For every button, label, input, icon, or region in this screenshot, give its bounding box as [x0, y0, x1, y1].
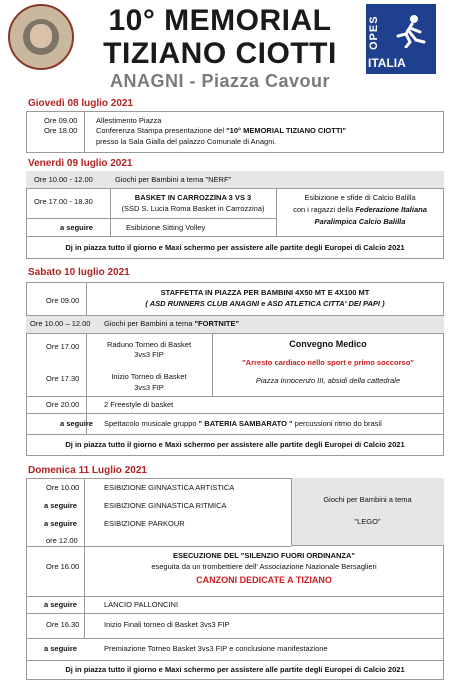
day2-time-1: Ore 10.00 - 12.00	[34, 175, 93, 184]
day1-label: Giovedì 08 luglio 2021	[28, 98, 134, 109]
day3-time-6: a seguire	[60, 419, 93, 428]
day3-time-4: Ore 17.30	[46, 374, 80, 383]
day3-event-1: STAFFETTA IN PIAZZA PER BAMBINI 4X50 MT E 4X100 MT	[160, 288, 370, 297]
day1-event-2: Conferenza Stampa presentazione del "10° MEMORIAL TIZIANO CIOTTI"	[96, 126, 347, 135]
day4-time-7: Ore 16.30	[46, 620, 80, 629]
event-title-line2: TIZIANO CIOTTI	[103, 37, 337, 70]
event-location: ANAGNI - Piazza Cavour	[109, 71, 331, 91]
day3-event-3: Raduno Torneo di Basket	[106, 340, 192, 349]
day3-event-4: Inizio Torneo di Basket	[111, 372, 187, 381]
day4-event-5: ESECUZIONE DEL "SILENZIO FUORI ORDINANZA"	[173, 551, 355, 560]
day1-event-1: Allestimento Piazza	[96, 116, 162, 125]
day4-time-2: a seguire	[44, 501, 77, 510]
day4-time-1: Ore 10.00	[46, 483, 80, 492]
day4-time-3: a seguire	[44, 519, 77, 528]
day4-time-5: Ore 16.00	[46, 562, 80, 571]
day2-balilla-3: Paralimpica Calcio Balilla	[314, 217, 406, 226]
day3-event-4-format: 3vs3 FIP	[134, 383, 164, 392]
day4-lego-text: Giochi per Bambini a tema	[323, 495, 412, 504]
runner-icon	[392, 14, 428, 48]
day3-event-5: 2 Freestyle di basket	[104, 400, 174, 409]
day4-lego-theme: "LEGO"	[354, 517, 381, 526]
day4-event-5-detail: eseguita da un trombettiere dell' Associazione Nazionale Bersaglieri	[151, 562, 377, 571]
day4-label: Domenica 11 Luglio 2021	[28, 465, 147, 476]
day3-event-3-format: 3vs3 FIP	[134, 350, 164, 359]
day2-balilla-1: Esibizione e sfide di Calcio Balilla	[304, 193, 416, 202]
day3-time-3: Ore 17.00	[46, 342, 80, 351]
day3-time-5: Ore 20.00	[46, 400, 80, 409]
opes-italia-logo	[366, 4, 436, 74]
opes-logo-text: OPES	[368, 15, 380, 50]
day4-event-7: Inizio Finali torneo di Basket 3vs3 FIP	[104, 620, 230, 629]
day1-event-2-place: presso la Sala Gialla del palazzo Comunale di Anagni.	[96, 137, 277, 146]
day3-conference-place: Piazza Innocenzo III, absidi della cattedrale	[255, 376, 401, 385]
day1-time-2: Ore 18.00	[44, 126, 78, 135]
day2-time-2: Ore 17.00 - 18.30	[34, 197, 93, 206]
event-title-line1: 10° MEMORIAL	[108, 4, 332, 37]
day3-footer: Dj in piazza tutto il giorno e Maxi schermo per assistere alle partite degli Europei di Calcio 2021	[65, 440, 405, 449]
day4-event-2: ESIBIZIONE GINNASTICA RITMICA	[104, 501, 227, 510]
day2-event-3: Esibizione Sitting Volley	[126, 223, 206, 232]
day3-conference-topic: "Arresto cardiaco nello sport e primo soccorso"	[242, 358, 414, 367]
day3-event-2: Giochi per Bambini a tema "FORTNITE"	[104, 319, 240, 328]
day2-event-2-club: (SSD S. Lucia Roma Basket in Carrozzina)	[121, 204, 265, 213]
day3-time-1: Ore 09.00	[46, 296, 80, 305]
portrait-face	[30, 24, 52, 48]
day4-time-8: a seguire	[44, 644, 77, 653]
day4-event-3: ESIBIZIONE PARKOUR	[104, 519, 185, 528]
day2-time-3: a seguire	[60, 223, 93, 232]
day4-time-4: ore 12.00	[46, 536, 78, 545]
memorial-logo	[8, 4, 74, 70]
day3-event-1-clubs: ( ASD RUNNERS CLUB ANAGNI e ASD ATLETICA CITTA' DEI PAPI )	[145, 299, 385, 308]
day2-event-2: BASKET IN CARROZZINA 3 VS 3	[134, 193, 252, 202]
day3-event-6: Spettacolo musicale gruppo " BATERIA SAMBARATO " percussioni ritmo do brasil	[104, 419, 382, 428]
day1-time-1: Ore 09.00	[44, 116, 78, 125]
day4-lego-box	[291, 478, 444, 546]
day2-balilla-2: con i ragazzi della Federazione Italiana	[293, 205, 427, 214]
day4-footer: Dj in piazza tutto il giorno e Maxi schermo per assistere alle partite degli Europei di Calcio 2021	[65, 665, 405, 674]
day2-label: Venerdì 09 luglio 2021	[28, 158, 133, 169]
day4-time-6: a seguire	[44, 600, 77, 609]
day3-time-2: Ore 10.00 – 12.00	[30, 319, 91, 328]
day4-event-1: ESIBIZIONE GINNASTICA ARTISTICA	[104, 483, 235, 492]
day2-footer: Dj in piazza tutto il giorno e Maxi schermo per assistere alle partite degli Europei di Calcio 2021	[65, 243, 405, 252]
day3-conference-title: Convegno Medico	[289, 339, 367, 349]
day2-event-1: Giochi per Bambini a tema "NERF"	[115, 175, 232, 184]
italia-logo-text: ITALIA	[368, 56, 406, 70]
day3-label: Sabato 10 luglio 2021	[28, 267, 130, 278]
day4-event-8: Premiazione Torneo Basket 3vs3 FIP e conclusione manifestazione	[104, 644, 328, 653]
day4-event-6: LANCIO PALLONCINI	[104, 600, 179, 609]
day4-event-5-songs: CANZONI DEDICATE A TIZIANO	[196, 575, 332, 585]
